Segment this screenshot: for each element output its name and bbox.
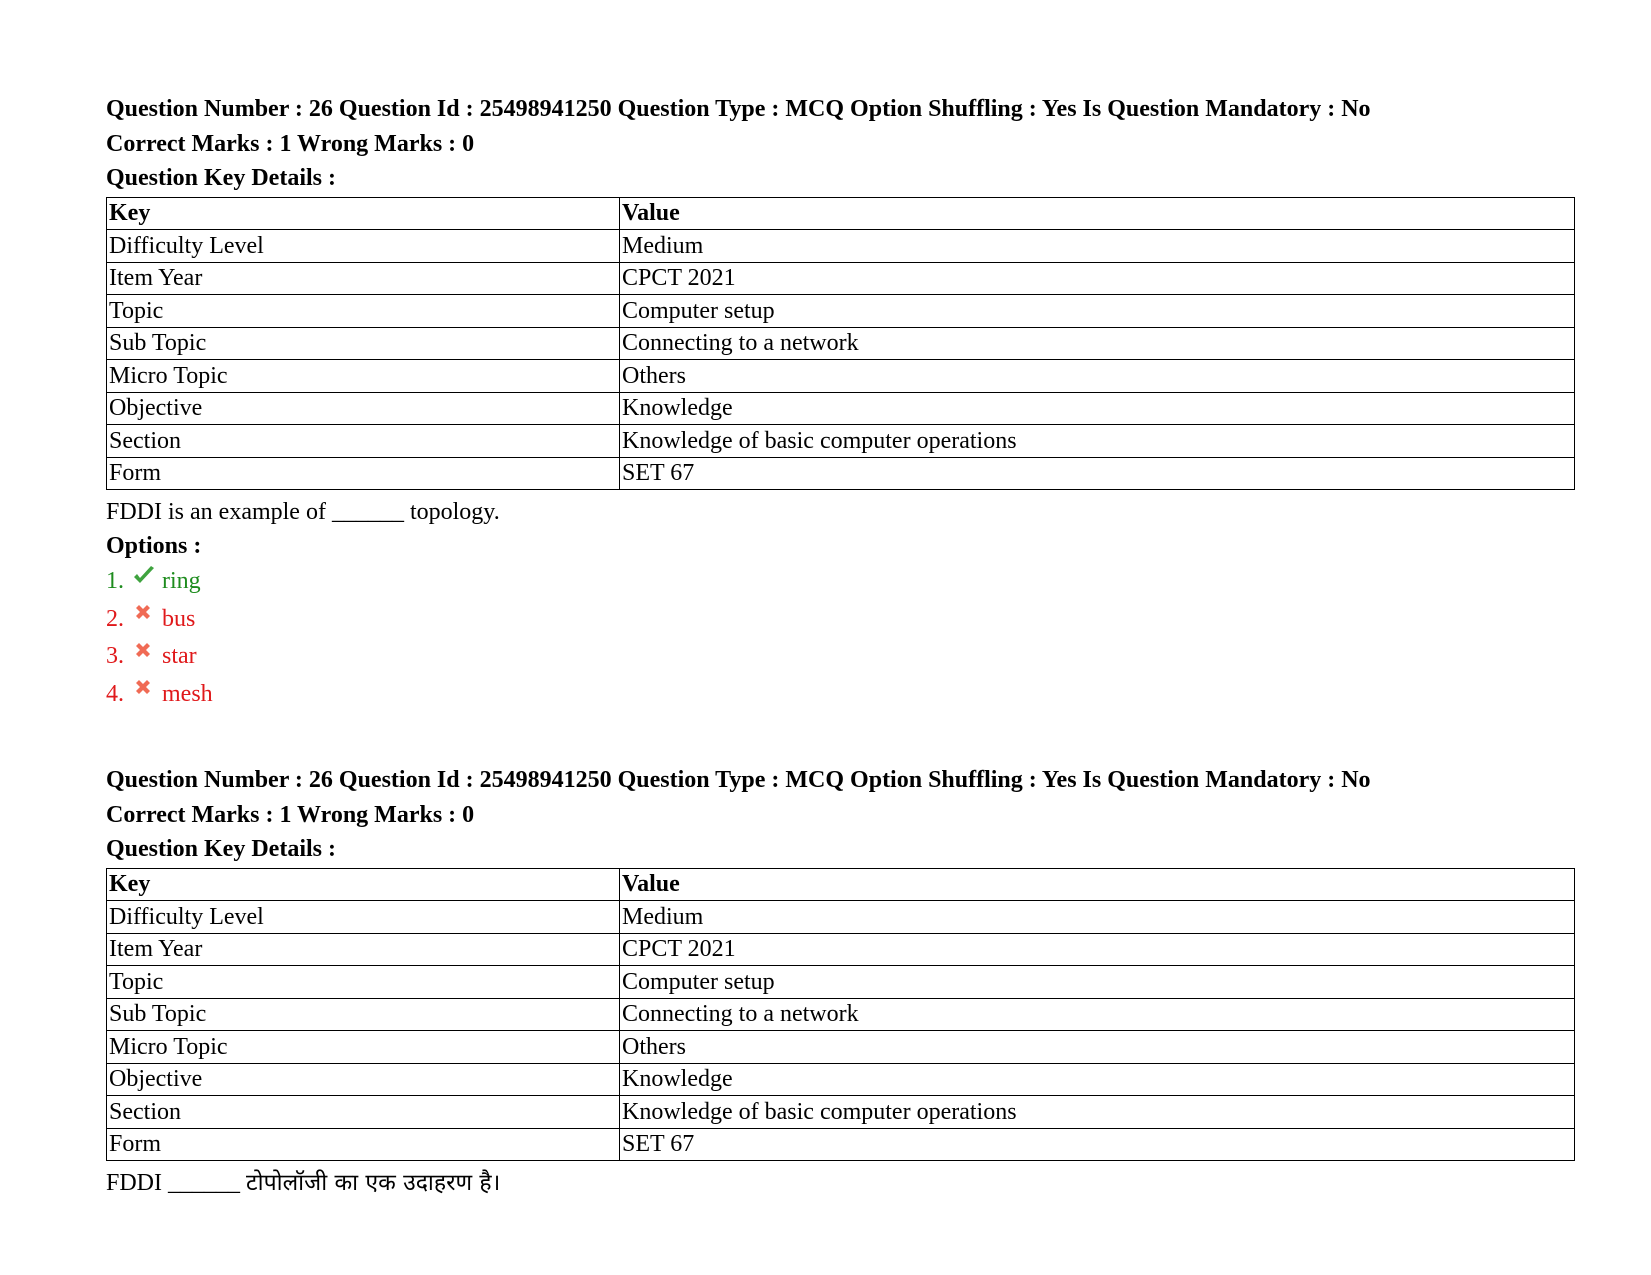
row-value: Knowledge of basic computer operations xyxy=(620,1096,1575,1129)
question-block-2 xyxy=(106,763,1576,1201)
question-header: Question Number : 26 Question Id : 25498941250 Question Type : MCQ Option Shuffling : Yes Is Question Mandatory : No xyxy=(106,96,1371,122)
option-3 xyxy=(106,638,1576,676)
option-number: 1. xyxy=(106,568,124,594)
table-row xyxy=(107,230,1575,263)
row-value: Others xyxy=(620,360,1575,393)
row-key: Micro Topic xyxy=(107,360,620,393)
marks-line: Correct Marks : 1 Wrong Marks : 0 xyxy=(106,130,475,157)
row-key: Topic xyxy=(107,295,620,328)
question-header: Question Number : 26 Question Id : 25498941250 Question Type : MCQ Option Shuffling : Yes Is Question Mandatory : No xyxy=(106,767,1371,793)
option-number: 2. xyxy=(106,605,124,632)
row-value: CPCT 2021 xyxy=(620,933,1575,966)
table-row xyxy=(107,901,1575,934)
row-value: CPCT 2021 xyxy=(620,262,1575,295)
table-row xyxy=(107,262,1575,295)
row-key: Section xyxy=(107,1096,620,1129)
row-key: Sub Topic xyxy=(107,998,620,1031)
table-row xyxy=(107,1031,1575,1064)
row-value: Connecting to a network xyxy=(620,327,1575,360)
table-header-row xyxy=(107,197,1575,230)
row-key: Objective xyxy=(107,1063,620,1096)
marks-line: Correct Marks : 1 Wrong Marks : 0 xyxy=(106,801,475,828)
row-key: Difficulty Level xyxy=(107,230,620,263)
row-value: Connecting to a network xyxy=(620,998,1575,1031)
question-block-1 xyxy=(106,92,1576,713)
table-row xyxy=(107,327,1575,360)
cross-icon xyxy=(132,643,158,671)
table-row xyxy=(107,998,1575,1031)
table-row xyxy=(107,1128,1575,1161)
table-row xyxy=(107,1063,1575,1096)
row-value: SET 67 xyxy=(620,1128,1575,1161)
document-page xyxy=(106,92,1576,1201)
question-text: FDDI is an example of ______ topology. xyxy=(106,499,500,525)
row-value: Medium xyxy=(620,901,1575,934)
option-2 xyxy=(106,601,1576,639)
check-icon xyxy=(132,568,158,596)
option-text: ring xyxy=(162,568,201,594)
options-label: Options : xyxy=(106,533,202,559)
key-details-table xyxy=(106,197,1575,491)
table-row xyxy=(107,933,1575,966)
table-row xyxy=(107,425,1575,458)
option-text: mesh xyxy=(162,680,213,707)
row-value: Others xyxy=(620,1031,1575,1064)
row-key: Item Year xyxy=(107,933,620,966)
table-header-value: Value xyxy=(620,197,1575,230)
row-value: Knowledge xyxy=(620,392,1575,425)
table-header-key: Key xyxy=(107,868,620,901)
row-key: Sub Topic xyxy=(107,327,620,360)
question-text-hindi-part: टोपोलॉजी का एक उदाहरण है। xyxy=(246,1170,501,1196)
table-row xyxy=(107,295,1575,328)
table-header-row xyxy=(107,868,1575,901)
table-row xyxy=(107,966,1575,999)
row-value: Knowledge xyxy=(620,1063,1575,1096)
table-header-value: Value xyxy=(620,868,1575,901)
row-value: Medium xyxy=(620,230,1575,263)
row-key: Difficulty Level xyxy=(107,901,620,934)
table-header-key: Key xyxy=(107,197,620,230)
option-4 xyxy=(106,676,1576,714)
cross-icon xyxy=(132,605,158,633)
row-value: Computer setup xyxy=(620,966,1575,999)
cross-icon xyxy=(132,680,158,708)
row-key: Topic xyxy=(107,966,620,999)
option-text: star xyxy=(162,643,197,669)
key-details-label: Question Key Details : xyxy=(106,836,336,862)
table-row xyxy=(107,392,1575,425)
row-key: Micro Topic xyxy=(107,1031,620,1064)
row-key: Form xyxy=(107,457,620,490)
option-text: bus xyxy=(162,605,196,632)
key-details-table xyxy=(106,868,1575,1162)
row-key: Form xyxy=(107,1128,620,1161)
key-details-label: Question Key Details : xyxy=(106,165,336,191)
row-key: Section xyxy=(107,425,620,458)
row-value: SET 67 xyxy=(620,457,1575,490)
row-key: Item Year xyxy=(107,262,620,295)
option-number: 4. xyxy=(106,680,124,707)
question-text-prefix: FDDI ______ xyxy=(106,1170,247,1196)
option-1 xyxy=(106,563,1576,601)
table-row xyxy=(107,457,1575,490)
option-number: 3. xyxy=(106,643,124,669)
table-row xyxy=(107,1096,1575,1129)
question-text-hindi xyxy=(106,1165,1576,1201)
row-value: Knowledge of basic computer operations xyxy=(620,425,1575,458)
row-key: Objective xyxy=(107,392,620,425)
row-value: Computer setup xyxy=(620,295,1575,328)
table-row xyxy=(107,360,1575,393)
